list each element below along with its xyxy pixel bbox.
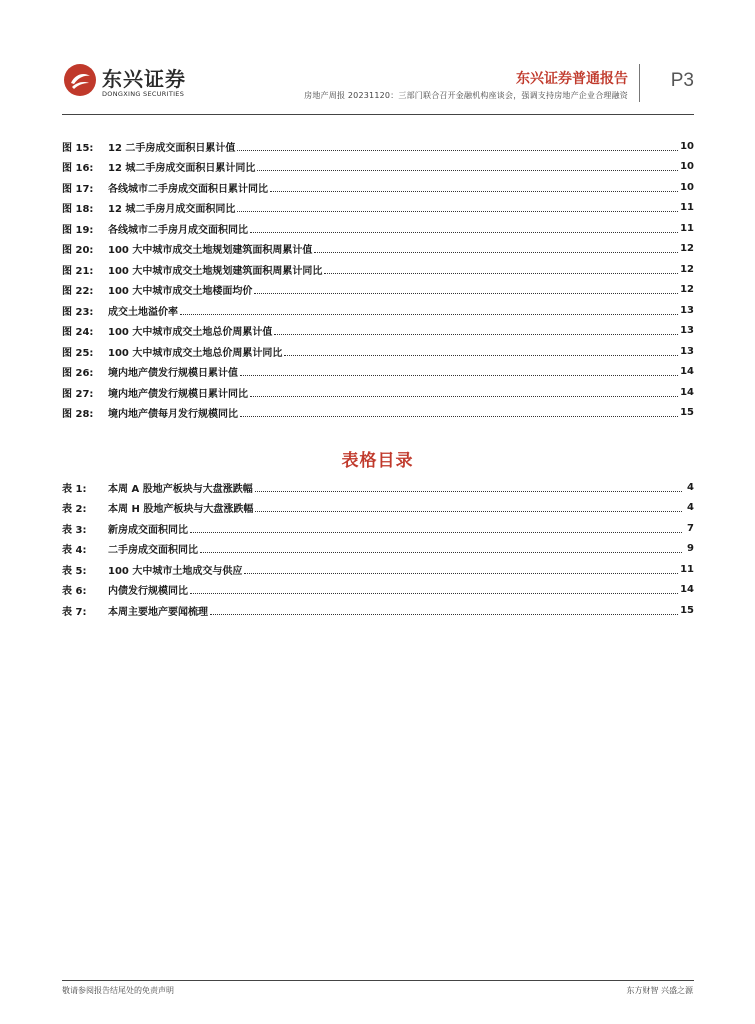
company-logo bbox=[62, 62, 186, 104]
toc-entry-number: 表 7: bbox=[62, 606, 87, 618]
toc-entry-title: 境内地产债每月发行规模同比 bbox=[108, 409, 238, 421]
toc-entry-title: 100 大中城市成交土地楼面均价 bbox=[108, 286, 253, 298]
toc-entry-page: 14 bbox=[680, 386, 694, 398]
toc-entry[interactable] bbox=[62, 362, 694, 383]
toc-entry-number: 图 23: bbox=[62, 306, 94, 318]
toc-dot-leader bbox=[240, 375, 678, 376]
toc-dot-leader bbox=[240, 416, 678, 417]
toc-entry-number: 图 19: bbox=[62, 224, 94, 236]
toc-entry-number: 图 26: bbox=[62, 368, 94, 380]
report-subtitle: 房地产周报 20231120：三部门联合召开金融机构座谈会，强调支持房地产企业合理融资 bbox=[304, 91, 628, 100]
company-slogan: 东方财智 兴盛之源 bbox=[626, 986, 693, 995]
toc-entry-number: 表 2: bbox=[62, 504, 87, 516]
toc-dot-leader bbox=[190, 593, 678, 594]
toc-entry-title: 本周主要地产要闻梳理 bbox=[108, 606, 208, 618]
toc-dot-leader bbox=[237, 211, 678, 212]
logo-chinese-name: 东兴证券 bbox=[102, 67, 186, 91]
toc-entry[interactable] bbox=[62, 218, 694, 239]
toc-entry-page: 7 bbox=[687, 522, 694, 534]
toc-entry-title: 新房成交面积同比 bbox=[108, 524, 188, 536]
toc-entry-number: 图 22: bbox=[62, 286, 94, 298]
toc-entry[interactable] bbox=[62, 300, 694, 321]
figure-contents-list bbox=[62, 136, 694, 423]
toc-dot-leader bbox=[210, 614, 678, 615]
toc-dot-leader bbox=[284, 355, 678, 356]
toc-entry-page: 14 bbox=[680, 584, 694, 596]
toc-entry-page: 15 bbox=[680, 407, 694, 419]
toc-entry[interactable] bbox=[62, 280, 694, 301]
page-number: P3 bbox=[670, 70, 694, 91]
toc-entry-number: 图 20: bbox=[62, 245, 94, 257]
toc-entry-page: 11 bbox=[680, 222, 694, 234]
toc-entry-page: 14 bbox=[680, 366, 694, 378]
toc-entry-number: 图 16: bbox=[62, 163, 94, 175]
toc-dot-leader bbox=[200, 552, 682, 553]
toc-entry-title: 各线城市二手房月成交面积同比 bbox=[108, 224, 248, 236]
toc-dot-leader bbox=[244, 573, 678, 574]
toc-dot-leader bbox=[274, 334, 678, 335]
toc-entry-page: 4 bbox=[687, 481, 694, 493]
toc-entry-number: 表 6: bbox=[62, 586, 87, 598]
logo-english-name: DONGXING SECURITIES bbox=[102, 90, 185, 98]
footer-rule bbox=[62, 980, 694, 981]
toc-entry[interactable] bbox=[62, 559, 694, 580]
toc-entry-page: 10 bbox=[680, 161, 694, 173]
toc-entry-page: 10 bbox=[680, 140, 694, 152]
toc-entry[interactable] bbox=[62, 177, 694, 198]
toc-entry-number: 图 18: bbox=[62, 204, 94, 216]
toc-entry[interactable] bbox=[62, 321, 694, 342]
header-divider bbox=[639, 64, 640, 102]
toc-entry[interactable] bbox=[62, 498, 694, 519]
toc-entry[interactable] bbox=[62, 341, 694, 362]
toc-dot-leader bbox=[314, 252, 678, 253]
toc-entry[interactable] bbox=[62, 136, 694, 157]
report-type-label: 东兴证券普通报告 bbox=[516, 71, 628, 87]
toc-entry-number: 图 17: bbox=[62, 183, 94, 195]
toc-entry-title: 100 大中城市土地成交与供应 bbox=[108, 565, 243, 577]
toc-entry-page: 12 bbox=[680, 243, 694, 255]
toc-dot-leader bbox=[324, 273, 678, 274]
toc-entry-title: 成交土地溢价率 bbox=[108, 306, 178, 318]
toc-dot-leader bbox=[254, 293, 678, 294]
toc-entry-title: 本周 A 股地产板块与大盘涨跌幅 bbox=[108, 483, 253, 495]
toc-dot-leader bbox=[180, 314, 678, 315]
toc-entry[interactable] bbox=[62, 403, 694, 424]
toc-entry-title: 内债发行规模同比 bbox=[108, 586, 188, 598]
toc-entry-title: 100 大中城市成交土地规划建筑面积周累计值 bbox=[108, 245, 313, 257]
toc-entry-page: 13 bbox=[680, 345, 694, 357]
toc-dot-leader bbox=[255, 491, 682, 492]
toc-entry-title: 12 城二手房月成交面积同比 bbox=[108, 204, 236, 216]
toc-entry[interactable] bbox=[62, 259, 694, 280]
table-contents-list bbox=[62, 477, 694, 621]
toc-entry-title: 100 大中城市成交土地总价周累计同比 bbox=[108, 347, 283, 359]
toc-dot-leader bbox=[270, 191, 678, 192]
header-rule bbox=[62, 114, 694, 115]
toc-entry-title: 12 城二手房成交面积日累计同比 bbox=[108, 163, 256, 175]
toc-dot-leader bbox=[255, 511, 682, 512]
toc-dot-leader bbox=[250, 396, 678, 397]
dongxing-logo-icon bbox=[62, 62, 98, 98]
toc-entry-page: 11 bbox=[680, 563, 694, 575]
toc-entry-title: 12 二手房成交面积日累计值 bbox=[108, 142, 236, 154]
toc-entry-page: 15 bbox=[680, 604, 694, 616]
toc-entry[interactable] bbox=[62, 477, 694, 498]
toc-dot-leader bbox=[250, 232, 678, 233]
toc-entry[interactable] bbox=[62, 382, 694, 403]
toc-entry-number: 表 1: bbox=[62, 483, 87, 495]
toc-entry[interactable] bbox=[62, 518, 694, 539]
toc-entry-page: 12 bbox=[680, 263, 694, 275]
toc-entry-number: 表 5: bbox=[62, 565, 87, 577]
toc-entry-number: 表 3: bbox=[62, 524, 87, 536]
toc-entry-title: 二手房成交面积同比 bbox=[108, 545, 198, 557]
toc-entry-page: 11 bbox=[680, 202, 694, 214]
toc-entry-page: 9 bbox=[687, 543, 694, 555]
toc-entry-number: 表 4: bbox=[62, 545, 87, 557]
toc-entry-number: 图 21: bbox=[62, 265, 94, 277]
toc-entry-page: 10 bbox=[680, 181, 694, 193]
disclaimer-note: 敬请参阅报告结尾处的免责声明 bbox=[62, 986, 174, 995]
toc-entry-page: 12 bbox=[680, 284, 694, 296]
toc-entry-page: 13 bbox=[680, 304, 694, 316]
toc-entry[interactable] bbox=[62, 600, 694, 621]
toc-entry-number: 图 27: bbox=[62, 388, 94, 400]
toc-entry-title: 各线城市二手房成交面积日累计同比 bbox=[108, 183, 268, 195]
toc-entry-title: 100 大中城市成交土地总价周累计值 bbox=[108, 327, 273, 339]
toc-entry[interactable] bbox=[62, 157, 694, 178]
toc-entry-title: 本周 H 股地产板块与大盘涨跌幅 bbox=[108, 504, 254, 516]
toc-entry-number: 图 25: bbox=[62, 347, 94, 359]
toc-dot-leader bbox=[237, 150, 678, 151]
toc-entry[interactable] bbox=[62, 539, 694, 560]
toc-dot-leader bbox=[257, 170, 678, 171]
toc-entry-title: 境内地产债发行规模日累计同比 bbox=[108, 388, 248, 400]
toc-dot-leader bbox=[190, 532, 682, 533]
toc-entry-page: 4 bbox=[687, 502, 694, 514]
toc-entry-number: 图 15: bbox=[62, 142, 94, 154]
page-header bbox=[62, 58, 694, 114]
toc-entry-number: 图 28: bbox=[62, 409, 94, 421]
toc-entry-title: 100 大中城市成交土地规划建筑面积周累计同比 bbox=[108, 265, 323, 277]
toc-entry[interactable] bbox=[62, 198, 694, 219]
toc-entry-title: 境内地产债发行规模日累计值 bbox=[108, 368, 238, 380]
tables-contents-heading: 表格目录 bbox=[341, 451, 414, 471]
toc-entry-page: 13 bbox=[680, 325, 694, 337]
toc-entry-number: 图 24: bbox=[62, 327, 94, 339]
toc-entry[interactable] bbox=[62, 239, 694, 260]
toc-entry[interactable] bbox=[62, 580, 694, 601]
